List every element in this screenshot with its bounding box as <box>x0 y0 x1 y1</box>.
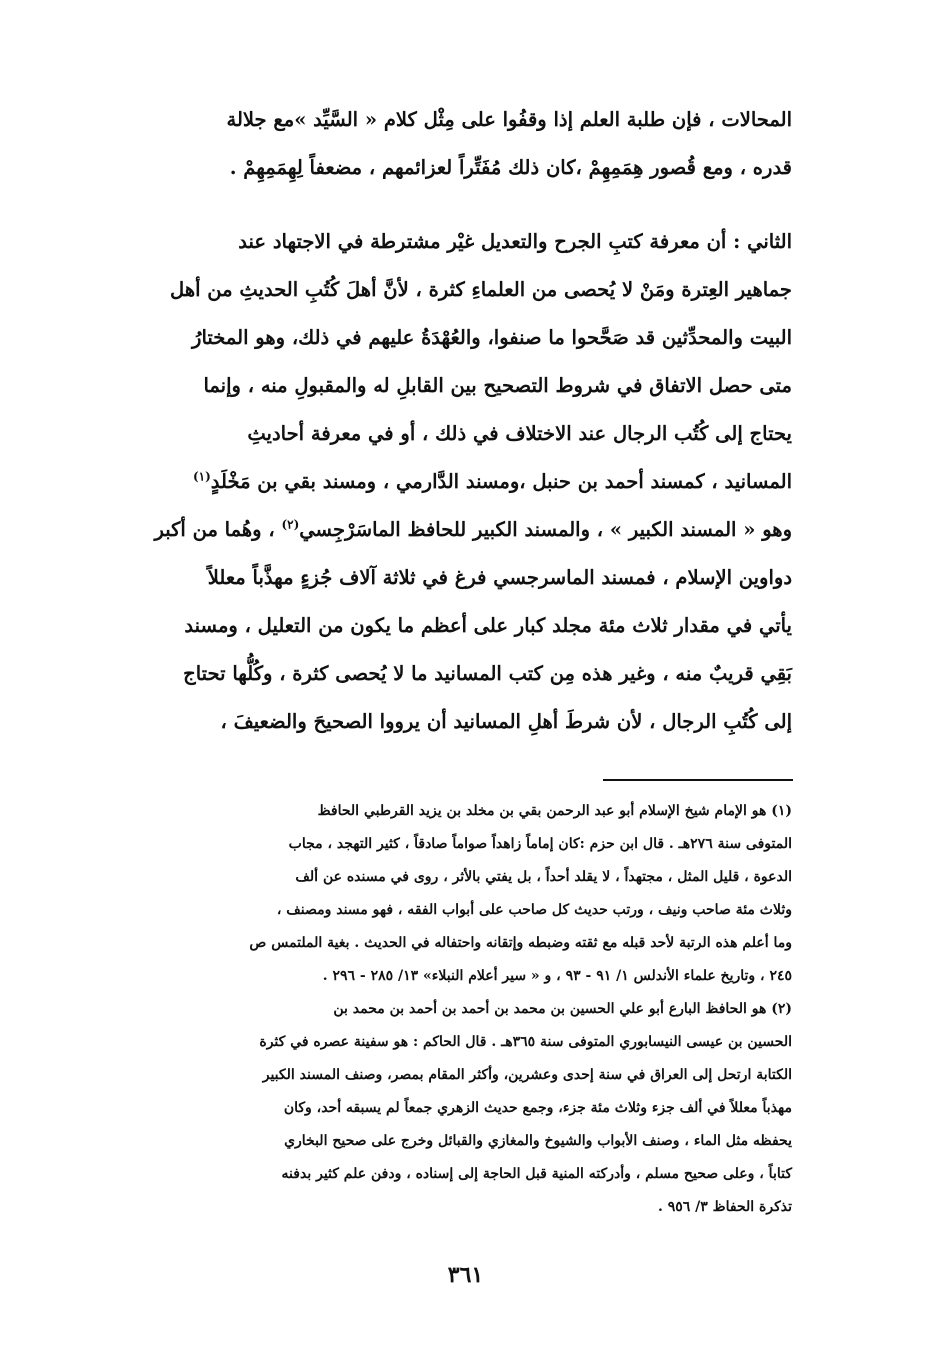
paragraph-gap <box>125 192 792 218</box>
footnote-line: كتاباً ، وعلى صحيح مسلم ، وأدركته المنية قبل الحاجة إلى إسناده ، ودفن علم كثير بدفنه <box>281 1166 792 1182</box>
text-run: المسانيد ، كمسند أحمد بن حنبل ،ومسند الدَّارمي ، ومسند بقي بن مَخْلَدٍ <box>210 470 792 493</box>
footnote-ref-1: (١) <box>192 469 211 484</box>
footnote-line: يحفظه مثل الماء ، وصنف الأبواب والشيوخ والمغازي والقبائل وخرج على صحيح البخاري <box>284 1133 792 1149</box>
footnote-separator <box>603 779 793 781</box>
footnote-line: الدعوة ، قليل المثل ، مجتهداً ، لا يقلد أحداً ، بل يفتي بالأثر ، روى في مسنده عن ألف <box>295 869 792 885</box>
main-text <box>125 96 792 746</box>
footnote-line: الحسين بن عيسى النيسابوري المتوفى سنة ٣٦٥هـ . قال الحاكم : هو سفينة عصره في كثرة <box>259 1034 792 1050</box>
footnote-line: وثلاث مئة صاحب ونيف ، ورتب حديث كل صاحب على أبواب الفقه ، فهو مسند ومصنف ، <box>276 902 792 918</box>
text-line: يحتاج إلى كُتُب الرجال عند الاختلاف في ذلك ، أو في معرفة أحاديثِ <box>247 422 792 445</box>
paragraph-lead-word: الثاني <box>747 230 792 253</box>
text-line: متى حصل الاتفاق في شروط التصحيح بين القابلِ له والمقبولِ منه ، وإنما <box>203 374 792 397</box>
text-line: المحالات ، فإن طلبة العلم إذا وقفُوا على مِثْل كلام « السَّيِّد »مع جلالة <box>226 108 792 131</box>
text-line: يأتي في مقدار ثلاث مئة مجلد كبار على أعظم ما يكون من التعليل ، ومسند <box>184 614 792 637</box>
footnote-line: وما أعلم هذه الرتبة لأحد قبله مع ثقته وضبطه وإتقانه واحتفاله في الحديث . بغية الملتمس ص <box>249 935 792 951</box>
text-line <box>125 506 792 554</box>
text-run: : أن معرفة كتبِ الجرح والتعديل غيْر مشترطة في الاجتهاد عند <box>238 230 748 253</box>
text-line: جماهير العِترة ومَنْ لا يُحصى من العلماءِ كثرة ، لأنَّ أهلَ كُتُبِ الحديثِ من أهل <box>170 278 792 301</box>
footnote-line: المتوفى سنة ٢٧٦هـ . قال ابن حزم :كان إماماً زاهداً صواماً صادقاً ، كثير التهجد ، مجاب <box>288 836 792 852</box>
text-line <box>125 218 792 266</box>
footnote-line: (٢) هو الحافظ البارع أبو علي الحسين بن محمد بن أحمد بن أحمد بن محمد بن <box>333 1001 792 1017</box>
text-line: بَقِي قريبٌ منه ، وغير هذه مِن كتب المسانيد ما لا يُحصى كثرة ، وكُلُّها تحتاج <box>183 662 792 685</box>
text-line: قدره ، ومع قُصور هِمَمِهِمْ ،كان ذلك مُفَتِّراً لعزائمهم ، مضعفاً لِهِمَمِهِمْ . <box>229 156 792 179</box>
footnote-line: تذكرة الحفاظ ٣/ ٩٥٦ . <box>657 1199 792 1215</box>
text-run: وهو « المسند الكبير » ، والمسند الكبير للحافظ الماسَرْجِسي <box>299 518 792 541</box>
footnotes <box>125 795 792 1224</box>
footnote-line: الكتابة ارتحل إلى العراق في سنة إحدى وعشرين، وأكثر المقام بمصر، وصنف المسند الكبير <box>262 1067 792 1083</box>
footnote-line: مهذباً معللاً في ألف جزء وثلاث مئة جزء، وجمع حديث الزهري جمعاً لم يسبقه أحد، وكان <box>283 1100 792 1116</box>
text-line: البيت والمحدِّثين قد صَحَّحوا ما صنفوا، والعُهْدَةُ عليهم في ذلك، وهو المختارُ <box>192 326 792 349</box>
text-line: دواوين الإسلام ، فمسند الماسرجسي فرغ في ثلاثة آلاف جُزءٍ مهذَّباً معللاً <box>207 566 792 589</box>
text-line <box>125 458 792 506</box>
footnote-line: (١) هو الإمام شيخ الإسلام أبو عبد الرحمن بقي بن مخلد بن يزيد القرطبي الحافظ <box>317 803 792 819</box>
text-line: إلى كُتُبِ الرجال ، لأن شرطَ أهلِ المسانيد أن يرووا الصحيحَ والضعيفَ ، <box>220 710 792 733</box>
footnote-ref-2: (٢) <box>281 517 300 532</box>
page-number: ٣٦١ <box>447 1262 484 1288</box>
footnote-line: ٢٤٥ ، وتاريخ علماء الأندلس ١/ ٩١ - ٩٣ ، و « سير أعلام النبلاء» ١٣/ ٢٨٥ - ٢٩٦ . <box>322 968 792 984</box>
text-run: ، وهُما من أكبر <box>154 518 282 541</box>
